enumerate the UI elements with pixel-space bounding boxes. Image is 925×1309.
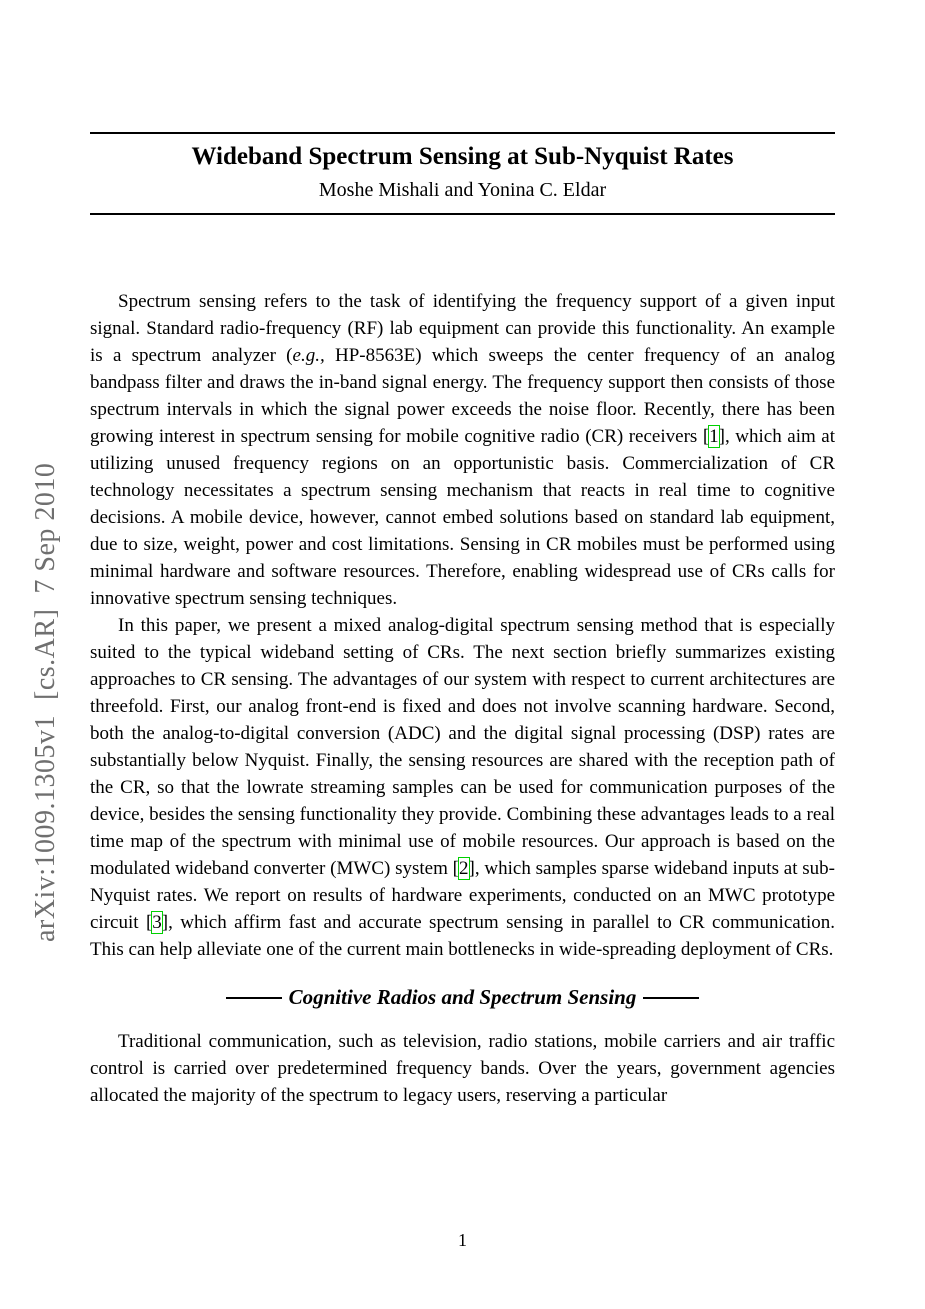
paper-body [90,288,835,1109]
paper-title: Wideband Spectrum Sensing at Sub-Nyquist Rates [191,143,734,170]
page-number: 1 [458,1230,467,1250]
citation-link[interactable]: 2 [459,858,469,879]
title-block [90,132,835,215]
section-heading [90,984,835,1011]
intro-paragraphs [90,288,835,963]
section-heading-text: Cognitive Radios and Spectrum Sensing [288,985,637,1009]
heading-rule-right [643,997,699,999]
citation-link[interactable]: 1 [709,426,719,447]
section-paragraphs [90,1028,835,1109]
citation-link[interactable]: 3 [152,912,162,933]
paragraph: In this paper, we present a mixed analog-digital spectrum sensing method that is especially suited to the typical wideband setting of CRs. The next section briefly summarizes existing approaches to CR sensing. The advantages of our system with respect to current architectures are threefold. First, our analog front-end is fixed and does not involve scanning hardware. Second, both the analog-to-digital conversion (ADC) and the digital signal processing (DSP) rates are substantially below Nyquist. Finally, the sensing resources are shared with the reception path of the CR, so that the lowrate streaming samples can be used for communication purposes of the device, besides the sensing functionality they provide. Combining these advantages leads to a real time map of the spectrum with minimal use of mobile resources. Our approach is based on the modulated wideband converter (MWC) system [2], which samples sparse wideband inputs at sub-Nyquist rates. We report on results of hardware experiments, conducted on an MWC prototype circuit [3], which affirm fast and accurate spectrum sensing in parallel to CR communication. This can help alleviate one of the current main bottlenecks in wide-spreading deployment of CRs. [90,615,836,960]
heading-rule-left [226,997,282,999]
paragraph: Traditional communication, such as television, radio stations, mobile carriers and air traffic control is carried over predetermined frequency bands. Over the years, government agencies allocated the majority of the spectrum to legacy users, reserving a particular [90,1031,835,1106]
paper-authors: Moshe Mishali and Yonina C. Eldar [318,179,607,201]
italic-text: e.g., [292,345,325,366]
paragraph: Spectrum sensing refers to the task of identifying the frequency support of a given input signal. Standard radio-frequency (RF) lab equipment can provide this functionality. An example is a spectrum analyzer (e.g., HP-8563E) which sweeps the center frequency of an analog bandpass filter and draws the in-band signal energy. The frequency support then consists of those spectrum intervals in which the signal power exceeds the noise floor. Recently, there has been growing interest in spectrum sensing for mobile cognitive radio (CR) receivers [1], which aim at utilizing unused frequency regions on an opportunistic basis. Commercialization of CR technology necessitates a spectrum sensing mechanism that reacts in real time to cognitive decisions. A mobile device, however, cannot embed solutions based on standard lab equipment, due to size, weight, power and cost limitations. Sensing in CR mobiles must be performed using minimal hardware and software resources. Therefore, enabling widespread use of CRs calls for innovative spectrum sensing techniques. [90,291,836,609]
arxiv-stamp: arXiv:1009.1305v1 [cs.AR] 7 Sep 2010 [30,462,61,942]
